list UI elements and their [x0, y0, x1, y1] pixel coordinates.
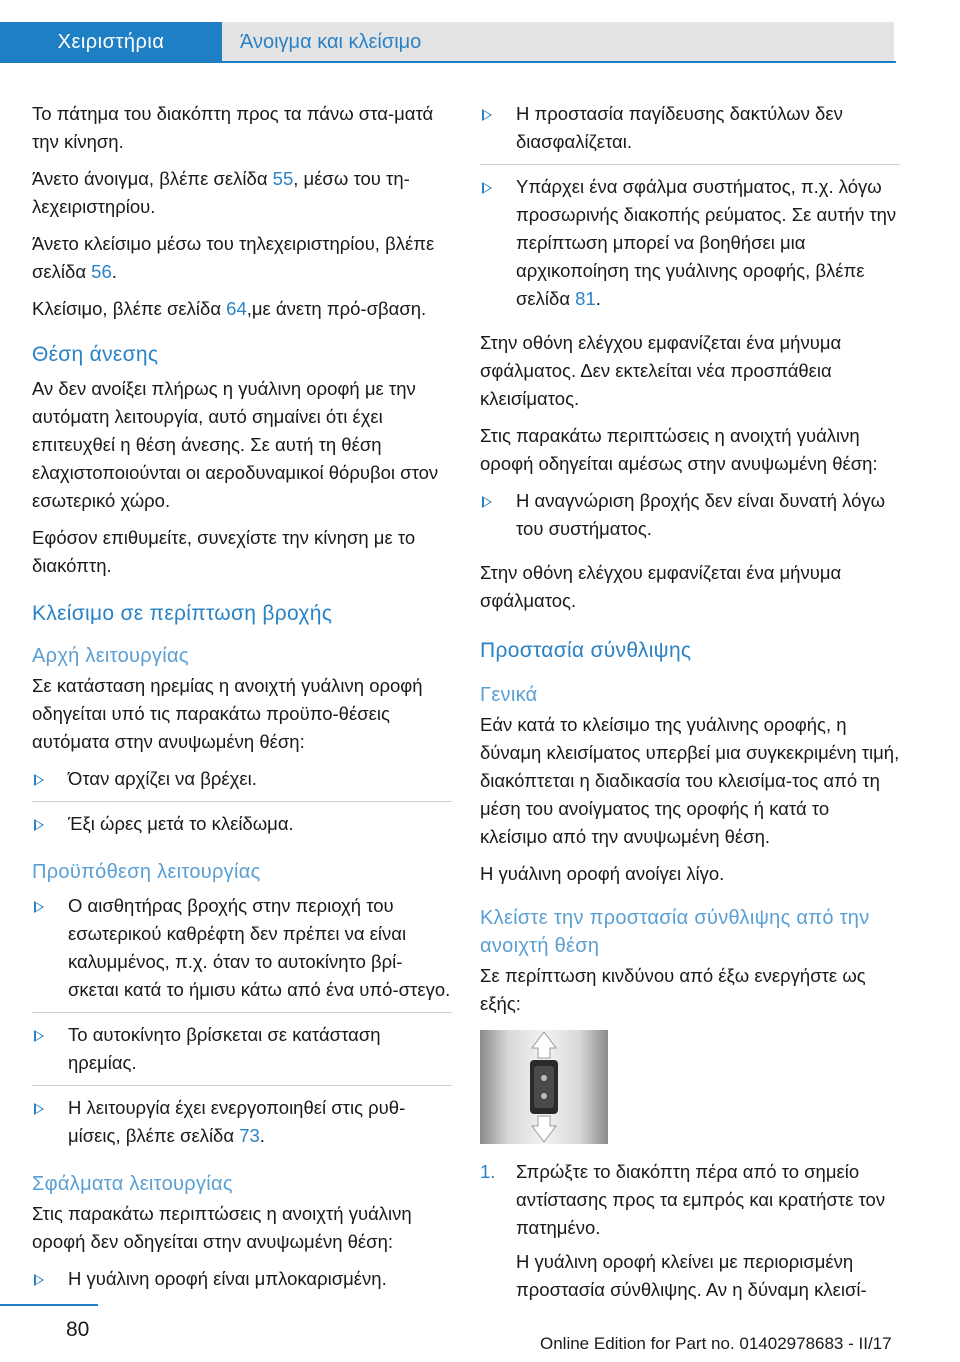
- triangle-bullet-icon: [482, 496, 492, 508]
- paragraph: Στις παρακάτω περιπτώσεις η ανοιχτή γυάλινη οροφή δεν οδηγείται στην ανυψωμένη θέση:: [32, 1203, 412, 1252]
- paragraph: Σε περίπτωση κινδύνου από έξω ενεργήστε ως εξής:: [480, 965, 866, 1014]
- text-segment: .: [595, 288, 601, 309]
- list-item-text: Η λειτουργία έχει ενεργοποιηθεί στις ρυθ-μίσεις, βλέπε σελίδα: [68, 1097, 406, 1146]
- section-heading: Προστασία σύνθλιψης: [480, 639, 692, 662]
- paragraph: Στις παρακάτω περιπτώσεις η ανοιχτή γυάλινη οροφή οδηγείται αμέσως στην ανυψωμένη θέση:: [480, 425, 878, 474]
- list-item-text: Όταν αρχίζει να βρέχει.: [68, 768, 257, 789]
- list-item-text: Ο αισθητήρας βροχής στην περιοχή του εσωτερικού καθρέφτη δεν πρέπει να είναι καλυμμένος, π.χ. όταν το αυτοκίνητο βρί-σκεται κατά το ήμισυ κάτω από ένα υπό-στεγο.: [68, 895, 451, 1000]
- header-bar: [0, 0, 960, 62]
- paragraph: Αν δεν ανοίξει πλήρως η γυάλινη οροφή με την αυτόματη λειτουργία, αυτό σημαίνει ότι έχει επιτευχθεί η θέση άνεσης. Σε αυτή τη θέση ελαχιστοποιούνται οι αεροδυναμικοί θόρυβοι στον εσωτερικό χώρο.: [32, 378, 439, 511]
- list-item-text: Το αυτοκίνητο βρίσκεται σε κατάσταση ηρεμίας.: [68, 1024, 381, 1073]
- section-heading: Θέση άνεσης: [32, 343, 159, 366]
- right-column: [480, 100, 900, 1304]
- paragraph: [32, 295, 452, 323]
- paragraph: Η γυάλινη οροφή ανοίγει λίγο.: [480, 863, 725, 884]
- page-link[interactable]: 73: [239, 1125, 260, 1146]
- list-item: [32, 1265, 452, 1293]
- subsection-heading: Αρχή λειτουργίας: [32, 645, 189, 667]
- paragraph: Εφόσον επιθυμείτε, συνεχίστε την κίνηση με το διακόπτη.: [32, 527, 416, 576]
- paragraph: [32, 230, 452, 286]
- list-item-text: Η γυάλινη οροφή είναι μπλοκαρισμένη.: [68, 1268, 387, 1289]
- subsection-heading: Γενικά: [480, 684, 538, 706]
- text-segment: Άνετο κλείσιμο μέσω του τηλεχειριστηρίου, βλέπε σελίδα: [32, 233, 435, 282]
- text-segment: .: [111, 261, 117, 282]
- step-text: Σπρώξτε το διακόπτη πέρα από το σημείο αντίστασης προς τα εμπρός και κρατήστε τον πατημένο.: [516, 1161, 886, 1238]
- left-column: [32, 100, 452, 1293]
- text-segment: Κλείσιμο, βλέπε σελίδα: [32, 298, 227, 319]
- list-item: [32, 1094, 452, 1158]
- list-item: [480, 100, 900, 165]
- triangle-bullet-icon: [34, 1274, 44, 1286]
- paragraph: Σε κατάσταση ηρεμίας η ανοιχτή γυάλινη οροφή οδηγείται υπό τις παρακάτω προϋπο-θέσεις αυτόματα στην ανυψωμένη θέση:: [32, 675, 423, 752]
- subsection-heading: Κλείστε την προστασία σύνθλιψης από την ανοιχτή θέση: [480, 907, 870, 957]
- paragraph: Εάν κατά το κλείσιμο της γυάλινης οροφής, η δύναμη κλεισίματος υπερβεί μια συγκεκριμένη τιμή, διακόπτεται η διαδικασία του κλεισίμα-τος από τη μέση του ανοίγματος της οροφής ή κατά το κλείσιμο από την ανυψωμένη θέση.: [480, 714, 900, 847]
- triangle-bullet-icon: [34, 901, 44, 913]
- page-link[interactable]: 81: [575, 288, 596, 309]
- roof-switch-icon: [480, 1030, 608, 1144]
- list-item: [32, 1021, 452, 1086]
- section-tab[interactable]: Χειριστήρια: [0, 22, 222, 62]
- list-item: [480, 487, 900, 551]
- triangle-bullet-icon: [34, 1103, 44, 1115]
- triangle-bullet-icon: [482, 109, 492, 121]
- paragraph: Στην οθόνη ελέγχου εμφανίζεται ένα μήνυμα σφάλματος.: [480, 562, 842, 611]
- list-item: [32, 892, 452, 1013]
- subsection-heading: Προϋπόθεση λειτουργίας: [32, 861, 261, 883]
- page-link[interactable]: 56: [91, 261, 112, 282]
- subsection-heading: Σφάλματα λειτουργίας: [32, 1173, 233, 1195]
- list-item-text: Υπάρχει ένα σφάλμα συστήματος, π.χ. λόγω προσωρινής διακοπής ρεύματος. Σε αυτήν την περίπτωση μπορεί να βοηθήσει μια αρχικοποίηση της γυάλινης οροφής, βλέπε σελίδα: [516, 176, 897, 309]
- text-segment: Άνετο άνοιγμα, βλέπε σελίδα: [32, 168, 273, 189]
- paragraph: Το πάτημα του διακόπτη προς τα πάνω στα-ματά την κίνηση.: [32, 103, 434, 152]
- list-item: [32, 810, 452, 846]
- list-item-text: Έξι ώρες μετά το κλείδωμα.: [68, 813, 294, 834]
- list-item: [32, 765, 452, 802]
- chapter-tab[interactable]: Άνοιγμα και κλείσιμο: [222, 22, 894, 62]
- page-number: 80: [66, 1318, 90, 1341]
- numbered-step-continuation: [480, 1248, 900, 1304]
- paragraph: Στην οθόνη ελέγχου εμφανίζεται ένα μήνυμα σφάλματος. Δεν εκτελείται νέα προσπάθεια κλεισίματος.: [480, 332, 842, 409]
- paragraph: [32, 165, 452, 221]
- roof-switch-illustration: [480, 1030, 608, 1144]
- list-item-text: Η αναγνώριση βροχής δεν είναι δυνατή λόγω του συστήματος.: [516, 490, 886, 539]
- triangle-bullet-icon: [482, 182, 492, 194]
- text-segment: ,με άνετη πρό-σβαση.: [246, 298, 427, 319]
- page-link[interactable]: 64: [226, 298, 247, 319]
- text-segment: .: [259, 1125, 265, 1146]
- footer-divider: [0, 1304, 98, 1306]
- page-link[interactable]: 55: [272, 168, 294, 189]
- list-item: [480, 173, 900, 321]
- numbered-step: [480, 1158, 900, 1242]
- text-segment: , μέσω του τη-λεχειριστηρίου.: [32, 168, 410, 217]
- triangle-bullet-icon: [34, 774, 44, 786]
- step-text: Η γυάλινη οροφή κλείνει με περιορισμένη προστασία σύνθλιψης. Αν η δύναμη κλεισί-: [516, 1251, 867, 1300]
- section-heading: Κλείσιμο σε περίπτωση βροχής: [32, 602, 333, 625]
- triangle-bullet-icon: [34, 1030, 44, 1042]
- header-divider: [0, 61, 896, 63]
- triangle-bullet-icon: [34, 819, 44, 831]
- edition-label: Online Edition for Part no. 01402978683 - II/17: [540, 1334, 892, 1353]
- list-item-text: Η προστασία παγίδευσης δακτύλων δεν διασφαλίζεται.: [516, 103, 843, 152]
- step-number: 1.: [480, 1161, 496, 1182]
